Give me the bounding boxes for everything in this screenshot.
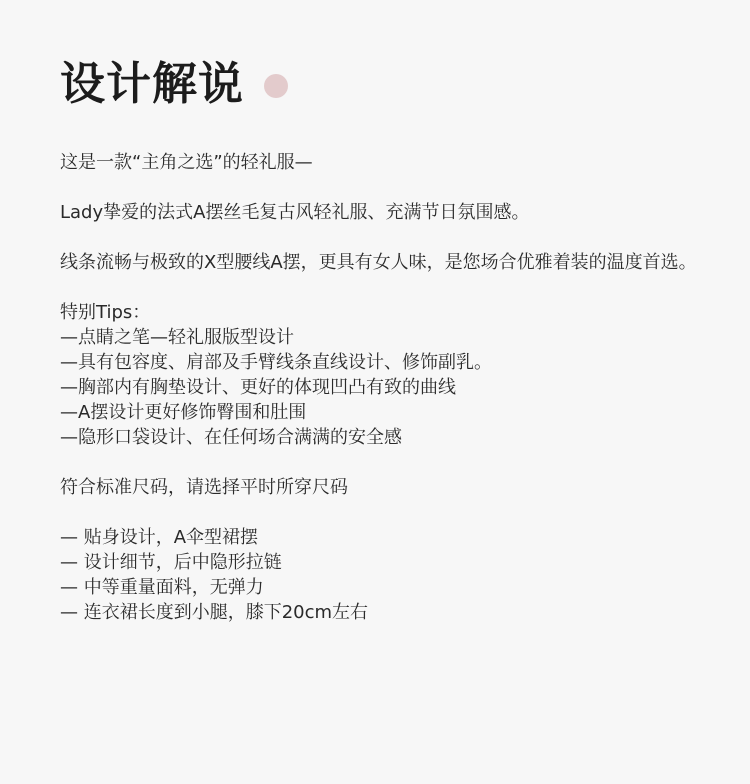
tip-item: —点睛之笔—轻礼服版型设计 [60, 327, 294, 348]
title-row [60, 50, 720, 116]
design-notes-panel [60, 50, 720, 625]
tip-item: —胸部内有胸垫设计、更好的体现凹凸有致的曲线 [60, 377, 456, 398]
description-body [60, 150, 720, 625]
paragraph-style: Lady挚爱的法式A摆丝毛复古风轻礼服、充满节日氛围感。 [60, 202, 530, 223]
page-title: 设计解说 [60, 56, 245, 110]
decorative-dot-icon [264, 74, 288, 98]
tip-item: —隐形口袋设计、在任何场合满满的安全感 [60, 427, 402, 448]
tip-item: —具有包容度、肩部及手臂线条直线设计、修饰副乳。 [60, 352, 492, 373]
detail-item: — 贴身设计，A伞型裙摆 [60, 527, 259, 548]
tips-heading: 特别Tips： [60, 302, 151, 323]
detail-item: — 中等重量面料，无弹力 [60, 577, 264, 598]
detail-item: — 设计细节，后中隐形拉链 [60, 552, 282, 573]
size-note: 符合标准尺码，请选择平时所穿尺码 [60, 477, 348, 498]
paragraph-silhouette: 线条流畅与极致的X型腰线A摆，更具有女人味，是您场合优雅着装的温度首选。 [60, 252, 697, 273]
tip-item: —A摆设计更好修饰臀围和肚围 [60, 402, 307, 423]
detail-item: — 连衣裙长度到小腿，膝下20cm左右 [60, 602, 369, 623]
intro-text: 这是一款“主角之选”的轻礼服— [60, 152, 313, 173]
tips-section [60, 300, 720, 450]
details-list [60, 525, 720, 625]
